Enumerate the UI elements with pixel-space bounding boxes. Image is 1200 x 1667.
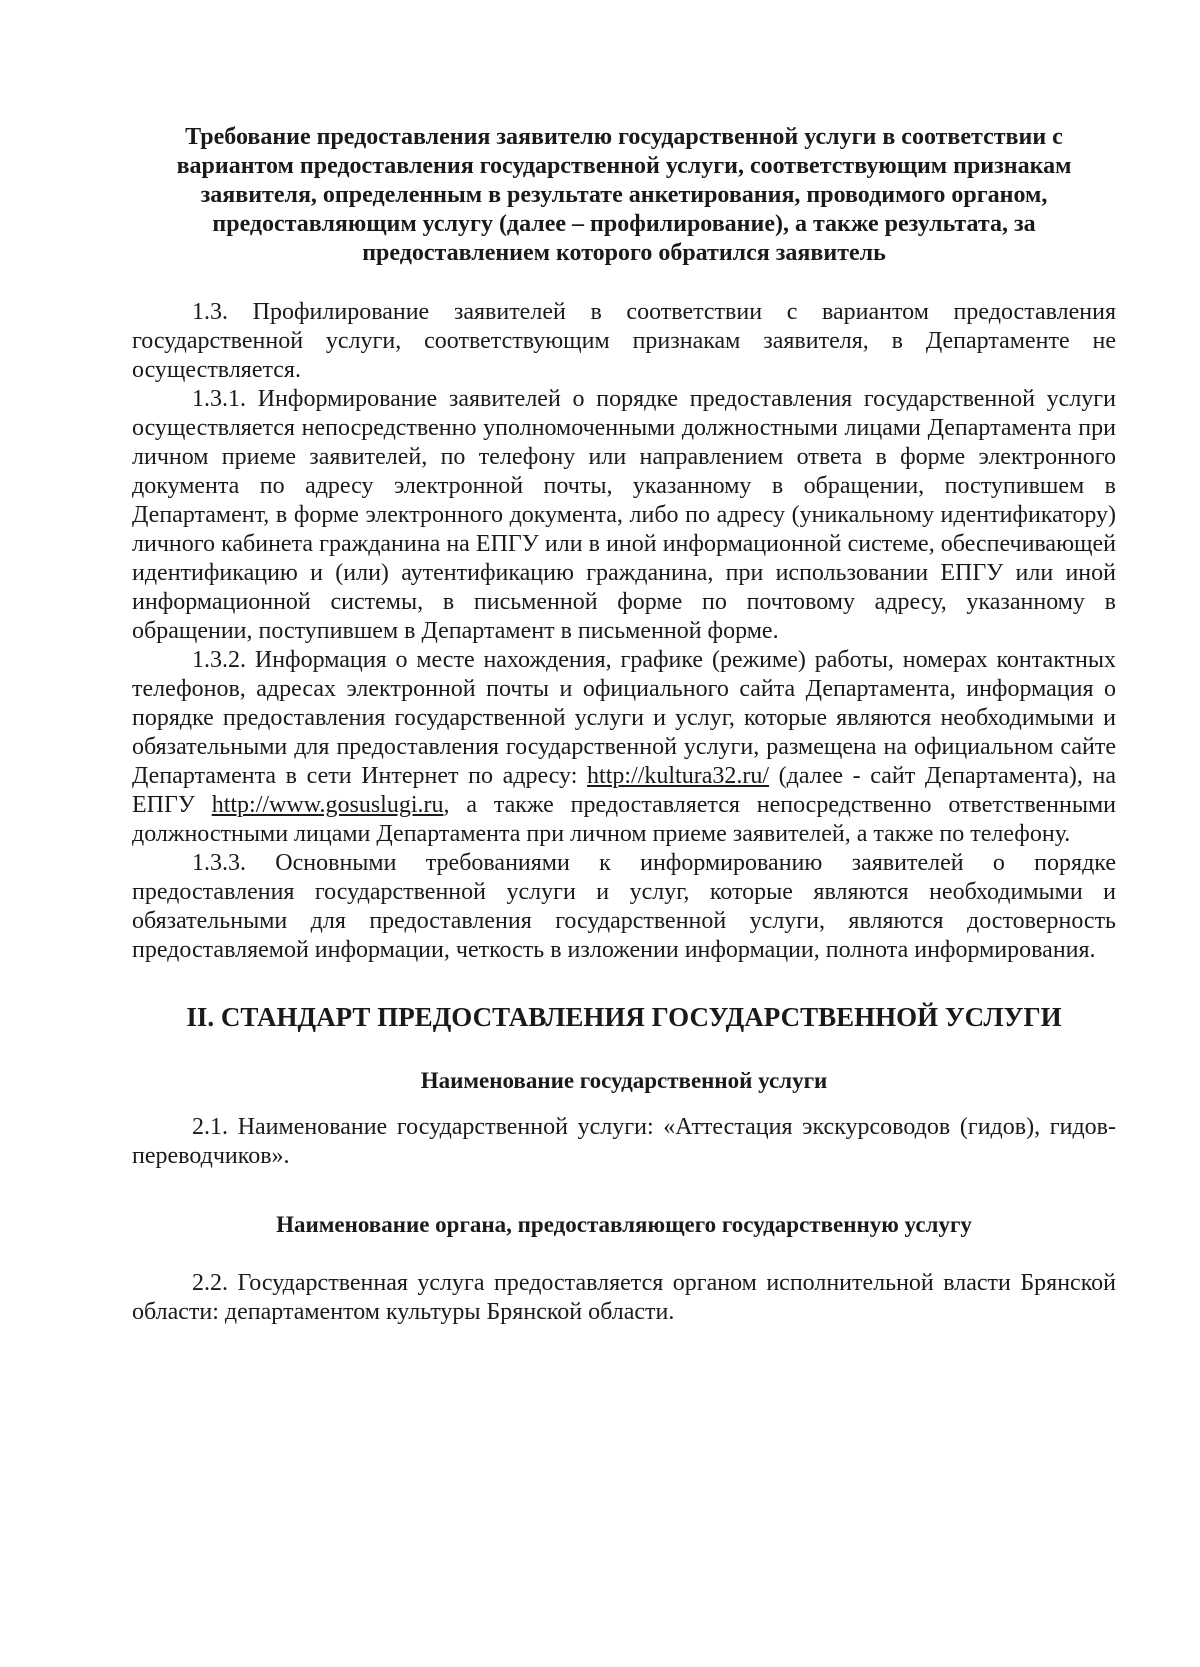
authority-heading: Наименование органа, предоставляющего государственную услугу	[276, 1212, 972, 1237]
paragraph-1-3-2	[132, 646, 1116, 849]
paragraph-1-3-2-text-b: (далее - сайт Департамента), на ЕПГУ	[132, 763, 1116, 818]
paragraph-2-1: 2.1. Наименование государственной услуги: «Аттестация экскурсоводов (гидов), гидов-переводчиков».	[132, 1114, 1116, 1169]
intro-heading: Требование предоставления заявителю государственной услуги в соответствии с вариантом предоставления государственной услуги, соответствующим признакам заявителя, определенным в результате анкетирования, проводимого органом, предоставляющим услугу (далее – профилирование), а также результата, за предоставлением которого обратился заявитель	[176, 124, 1072, 266]
paragraph-2-2: 2.2. Государственная услуга предоставляется органом исполнительной власти Брянской области: департаментом культуры Брянской области.	[132, 1270, 1116, 1325]
paragraph-1-3-2-text-c: , а также предоставляется непосредственно ответственными должностными лицами Департамента при личном приеме заявителей, а также по телефону.	[132, 792, 1117, 847]
paragraph-1-3: 1.3. Профилирование заявителей в соответствии с вариантом предоставления государственной услуги, соответствующим признакам заявителя, в Департаменте не осуществляется.	[132, 299, 1116, 383]
paragraph-1-3-2-text-a: 1.3.2. Информация о месте нахождения, графике (режиме) работы, номерах контактных телефонов, адресах электронной почты и официального сайта Департамента, информация о порядке предоставления государственной услуги и услуг, которые являются необходимыми и обязательными для предоставления государственной услуги, размещена на официальном сайте Департамента в сети Интернет по адресу:	[132, 647, 1116, 789]
gosuslugi-link[interactable]: http://www.gosuslugi.ru	[211, 792, 444, 818]
section-2-title: II. СТАНДАРТ ПРЕДОСТАВЛЕНИЯ ГОСУДАРСТВЕННОЙ УСЛУГИ	[186, 1002, 1062, 1032]
kultura-site-link[interactable]: http://kultura32.ru/	[587, 763, 770, 789]
paragraph-1-3-3: 1.3.3. Основными требованиями к информированию заявителей о порядке предоставления государственной услуги и услуг, которые являются необходимыми и обязательными для предоставления государственной услуги, являются достоверность предоставляемой информации, четкость в изложении информации, полнота информирования.	[132, 850, 1116, 963]
service-name-heading: Наименование государственной услуги	[420, 1068, 828, 1093]
paragraph-1-3-1: 1.3.1. Информирование заявителей о порядке предоставления государственной услуги осуществляется непосредственно уполномоченными должностными лицами Департамента при личном приеме заявителей, по телефону или направлением ответа в форме электронного документа по адресу электронной почты, указанному в обращении, поступившем в Департамент, в форме электронного документа, либо по адресу (уникальному идентификатору) личного кабинета гражданина на ЕПГУ или в иной информационной системе, обеспечивающей идентификацию и (или) аутентификацию гражданина, при использовании ЕПГУ или иной информационной системы, в письменной форме по почтовому адресу, указанному в обращении, поступившем в Департамент в письменной форме.	[132, 386, 1116, 644]
